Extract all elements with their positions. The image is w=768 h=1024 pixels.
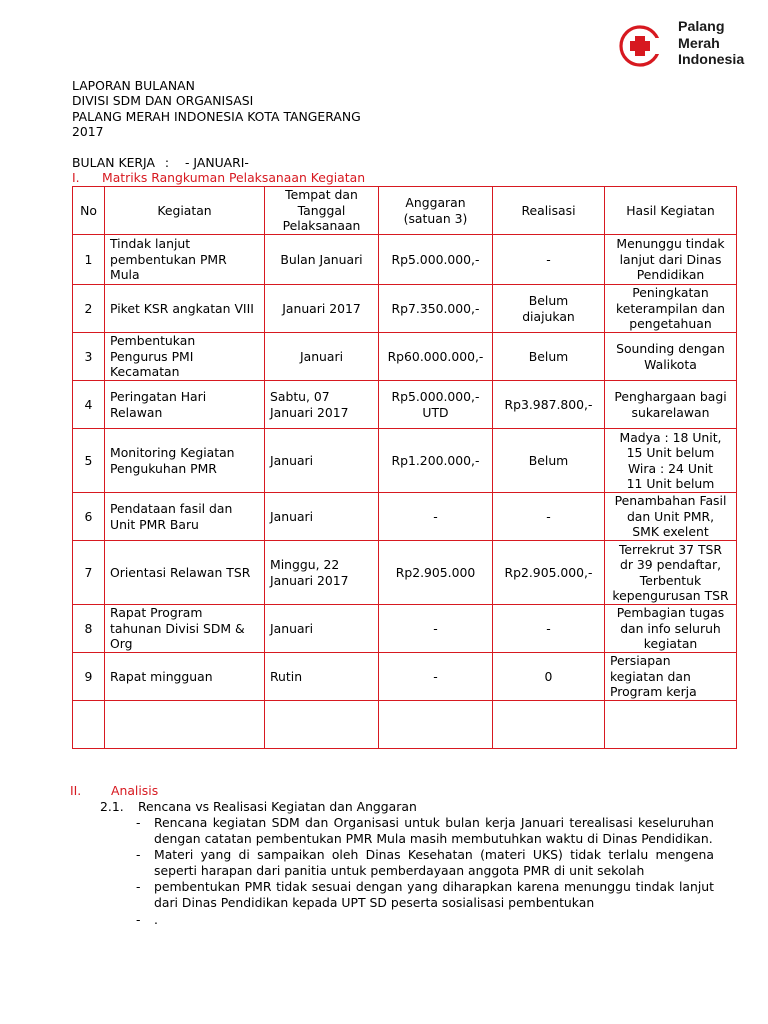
section-2-title: Analisis <box>111 783 159 798</box>
table-row <box>73 541 737 605</box>
analysis-bullet-list <box>136 815 714 928</box>
cell-anggaran: Rp5.000.000,- <box>379 235 493 285</box>
bullet-text: Materi yang di sampaikan oleh Dinas Kesehatan (materi UKS) tidak terlalu mengena seperti harapan dari panitia untuk pemberdayaan anggota PMR di unit sekolah <box>154 847 714 878</box>
activity-matrix-table <box>72 186 737 749</box>
list-item: - Rencana kegiatan SDM dan Organisasi untuk bulan kerja Januari terealisasi keseluruhan dengan catatan pembentukan PMR Mula masih membutuhkan waktu di Dinas Pendidikan. <box>136 815 714 846</box>
header-anggaran: Anggaran (satuan 3) <box>379 187 493 235</box>
cell-realisasi: Belum diajukan <box>493 285 605 333</box>
list-item: - . <box>136 911 158 927</box>
header-line-4: 2017 <box>72 124 104 140</box>
bulan-kerja <box>72 155 249 170</box>
header-realisasi: Realisasi <box>493 187 605 235</box>
table-row <box>73 381 737 429</box>
cell-realisasi: Rp3.987.800,- <box>493 381 605 429</box>
table-header-row <box>73 187 737 235</box>
section-1-title: Matriks Rangkuman Pelaksanaan Kegiatan <box>102 170 366 185</box>
cell-hasil: Sounding dengan Walikota <box>605 333 737 381</box>
bullet-text: . <box>154 911 158 927</box>
report-header <box>72 78 361 140</box>
header-line-3: PALANG MERAH INDONESIA KOTA TANGERANG <box>72 108 361 124</box>
bulan-kerja-separator: : <box>164 155 170 170</box>
cell-realisasi: Belum <box>493 429 605 493</box>
cell-realisasi: - <box>493 493 605 541</box>
cell-hasil: Menunggu tindak lanjut dari Dinas Pendidikan <box>605 235 737 285</box>
table-row <box>73 333 737 381</box>
logo-line-1: Palang <box>678 19 725 35</box>
cell-tempat: Minggu, 22 Januari 2017 <box>265 541 379 605</box>
cell-realisasi: 0 <box>493 653 605 701</box>
header-kegiatan: Kegiatan <box>105 187 265 235</box>
cell-anggaran: Rp7.350.000,- <box>379 285 493 333</box>
cell-hasil: Madya : 18 Unit, 15 Unit belum Wira : 24 Unit 11 Unit belum <box>605 429 737 493</box>
section-1-number: I. <box>72 170 80 185</box>
cell-kegiatan: Monitoring Kegiatan Pengukuhan PMR <box>105 429 265 493</box>
table-row <box>73 605 737 653</box>
cell-anggaran: Rp60.000.000,- <box>379 333 493 381</box>
cell-no: 2 <box>73 285 105 333</box>
cell-tempat: Sabtu, 07 Januari 2017 <box>265 381 379 429</box>
cell-anggaran: Rp1.200.000,- <box>379 429 493 493</box>
cell-kegiatan: Pendataan fasil dan Unit PMR Baru <box>105 493 265 541</box>
logo-line-3: Indonesia <box>678 52 745 69</box>
cell-no: 9 <box>73 653 105 701</box>
cell-empty <box>105 701 265 749</box>
logo-text <box>678 19 744 69</box>
cell-hasil: Peningkatan keterampilan dan pengetahuan <box>605 285 737 333</box>
subsection-number: 2.1. <box>100 799 124 814</box>
table-row <box>73 429 737 493</box>
cell-no: 4 <box>73 381 105 429</box>
cell-hasil: Penghargaan bagi sukarelawan <box>605 381 737 429</box>
cell-no: 1 <box>73 235 105 285</box>
cell-empty <box>379 701 493 749</box>
subsection-title: Rencana vs Realisasi Kegiatan dan Anggaran <box>138 799 417 814</box>
section-2-heading <box>70 783 158 798</box>
cell-kegiatan: Orientasi Relawan TSR <box>105 541 265 605</box>
pmi-logo <box>617 19 757 73</box>
cell-anggaran: - <box>379 493 493 541</box>
cell-tempat: Januari 2017 <box>265 285 379 333</box>
cell-realisasi: Belum <box>493 333 605 381</box>
cell-realisasi: - <box>493 235 605 285</box>
cell-kegiatan: Piket KSR angkatan VIII <box>105 285 265 333</box>
header-tempat: Tempat dan Tanggal Pelaksanaan <box>265 187 379 235</box>
cell-no: 8 <box>73 605 105 653</box>
bullet-text: pembentukan PMR tidak sesuai dengan yang diharapkan karena menunggu tindak lanjut dari Dinas Pendidikan kepada UPT SD peserta sosialisasi pembentukan <box>154 879 714 910</box>
subsection-2-1-heading <box>100 799 417 814</box>
cell-hasil: Persiapan kegiatan dan Program kerja <box>605 653 737 701</box>
cell-tempat: Januari <box>265 429 379 493</box>
section-1-heading <box>72 170 365 185</box>
table-row <box>73 493 737 541</box>
cell-realisasi: Rp2.905.000,- <box>493 541 605 605</box>
header-line-1: LAPORAN BULANAN <box>72 78 195 93</box>
cell-kegiatan: Pembentukan Pengurus PMI Kecamatan <box>105 333 265 381</box>
cell-anggaran: - <box>379 605 493 653</box>
cell-tempat: Rutin <box>265 653 379 701</box>
table-row <box>73 285 737 333</box>
cell-tempat: Januari <box>265 333 379 381</box>
header-line-2: DIVISI SDM DAN ORGANISASI <box>72 93 254 109</box>
cell-kegiatan: Rapat Program tahunan Divisi SDM & Org <box>105 605 265 653</box>
logo-line-2: Merah <box>678 35 720 52</box>
cell-no: 6 <box>73 493 105 541</box>
list-item: - Materi yang di sampaikan oleh Dinas Kesehatan (materi UKS) tidak terlalu mengena seperti harapan dari panitia untuk pemberdayaan anggota PMR di unit sekolah <box>136 847 714 878</box>
red-cross-logo-icon <box>617 24 667 68</box>
cell-tempat: Januari <box>265 493 379 541</box>
cell-no: 5 <box>73 429 105 493</box>
table-row-empty <box>73 701 737 749</box>
section-2-number: II. <box>70 783 82 798</box>
cell-anggaran: Rp5.000.000,- UTD <box>379 381 493 429</box>
cell-empty <box>73 701 105 749</box>
cell-kegiatan: Rapat mingguan <box>105 653 265 701</box>
cell-empty <box>265 701 379 749</box>
cell-anggaran: Rp2.905.000 <box>379 541 493 605</box>
cell-empty <box>493 701 605 749</box>
cell-kegiatan: Tindak lanjut pembentukan PMR Mula <box>105 235 265 285</box>
cell-tempat: Januari <box>265 605 379 653</box>
cell-hasil: Penambahan Fasil dan Unit PMR, SMK exelent <box>605 493 737 541</box>
header-hasil: Hasil Kegiatan <box>605 187 737 235</box>
cell-anggaran: - <box>379 653 493 701</box>
cell-hasil: Terrekrut 37 TSR dr 39 pendaftar, Terbentuk kepengurusan TSR <box>605 541 737 605</box>
cell-realisasi: - <box>493 605 605 653</box>
cell-tempat: Bulan Januari <box>265 235 379 285</box>
cell-no: 3 <box>73 333 105 381</box>
cell-no: 7 <box>73 541 105 605</box>
bulan-kerja-label: BULAN KERJA <box>72 155 155 170</box>
cell-empty <box>605 701 737 749</box>
list-item: - pembentukan PMR tidak sesuai dengan yang diharapkan karena menunggu tindak lanjut dari Dinas Pendidikan kepada UPT SD peserta sosialisasi pembentukan <box>136 879 714 910</box>
table-row <box>73 235 737 285</box>
cell-kegiatan: Peringatan Hari Relawan <box>105 381 265 429</box>
cell-hasil: Pembagian tugas dan info seluruh kegiatan <box>605 605 737 653</box>
bulan-kerja-value: - JANUARI- <box>185 155 249 170</box>
header-no: No <box>73 187 105 235</box>
table-row <box>73 653 737 701</box>
bullet-text: Rencana kegiatan SDM dan Organisasi untuk bulan kerja Januari terealisasi keseluruhan dengan catatan pembentukan PMR Mula masih membutuhkan waktu di Dinas Pendidikan. <box>154 815 714 846</box>
